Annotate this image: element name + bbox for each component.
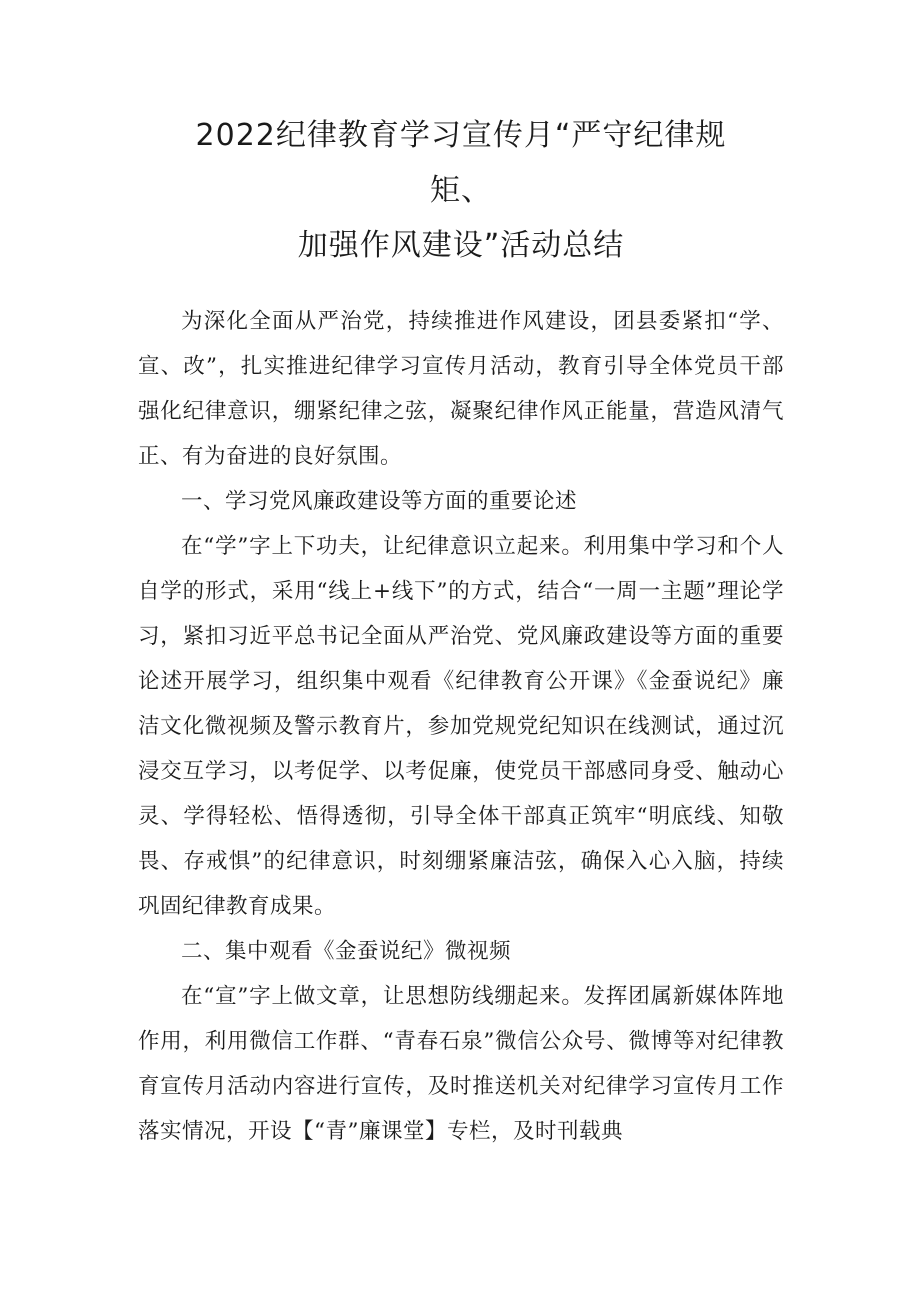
title-line-3: 加强作风建设”活动总结 [297,228,625,263]
document-title [138,108,784,273]
section-2-paragraph: 在“宣”字上做文章，让思想防线绷起来。发挥团属新媒体阵地作用，利用微信工作群、“青春石泉”微信公众号、微博等对纪律教育宣传月活动内容进行宣传，及时推送机关对纪律学习宣传月工作落实情况，开设【“青”廉课堂】专栏，及时刊载典 [138,984,784,1144]
title-line-2: 矩、 [430,173,492,208]
document-page [138,108,784,1154]
document-body [138,299,784,1154]
intro-paragraph: 为深化全面从严治党，持续推进作风建设，团县委紧扣“学、宣、改”，扎实推进纪律学习宣传月活动，教育引导全体党员干部强化纪律意识，绷紧纪律之弦，凝聚纪律作风正能量，营造风清气正、有为奋进的良好氛围。 [138,309,784,469]
section-heading-2: 二、集中观看《金蚕说纪》微视频 [181,939,512,964]
section-heading-1: 一、学习党风廉政建设等方面的重要论述 [181,489,578,514]
title-line-1: 2022纪律教育学习宣传月“严守纪律规 [195,118,727,153]
section-1-paragraph: 在“学”字上下功夫，让纪律意识立起来。利用集中学习和个人自学的形式，采用“线上+线下”的方式，结合“一周一主题”理论学习，紧扣习近平总书记全面从严治党、党风廉政建设等方面的重要论述开展学习，组织集中观看《纪律教育公开课》《金蚕说纪》廉洁文化微视频及警示教育片，参加党规党纪知识在线测试，通过沉浸交互学习，以考促学、以考促廉，使党员干部感同身受、触动心灵、学得轻松、悟得透彻，引导全体干部真正筑牢“明底线、知敬畏、存戒惧”的纪律意识，时刻绷紧廉洁弦，确保入心入脑，持续巩固纪律教育成果。 [138,534,784,919]
